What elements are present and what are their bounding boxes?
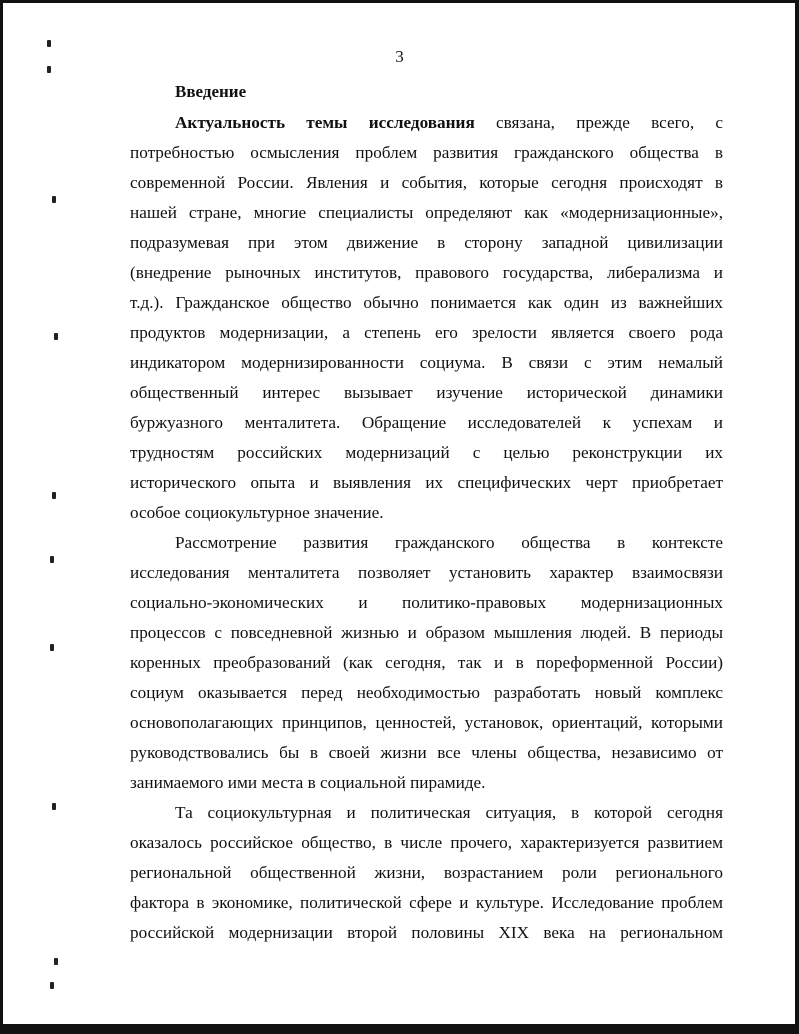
text-line: трудностям российских модернизаций с целью реконструкции их <box>130 443 723 462</box>
text-line: руководствовались бы в своей жизни все члены общества, независимо от <box>130 743 723 762</box>
text-line: (внедрение рыночных институтов, правового государства, либерализма и <box>130 263 723 282</box>
scan-mark <box>52 196 56 203</box>
text-line: фактора в экономике, политической сфере и культуре. Исследование проблем <box>130 893 723 912</box>
text-line: оказалось российское общество, в числе прочего, характеризуется развитием <box>130 833 723 852</box>
text-line: Актуальность темы исследования связана, прежде всего, с <box>175 113 723 132</box>
page-number: 3 <box>395 47 404 66</box>
text-line: Рассмотрение развития гражданского общества в контексте <box>175 533 723 552</box>
text-line: общественный интерес вызывает изучение исторической динамики <box>130 383 723 402</box>
scan-border-right <box>795 0 799 1034</box>
text-line: продуктов модернизации, а степень его зрелости является своего рода <box>130 323 723 342</box>
scan-mark <box>50 982 54 989</box>
scan-border-bottom <box>0 1024 799 1034</box>
scan-mark <box>54 333 58 340</box>
text-line: особое социокультурное значение. <box>130 503 384 522</box>
text-line: занимаемого ими места в социальной пирамиде. <box>130 773 486 792</box>
text-line: коренных преобразований (как сегодня, так и в пореформенной России) <box>130 653 723 672</box>
text-line: процессов с повседневной жизнью и образом мышления людей. В периоды <box>130 623 723 642</box>
text-line: потребностью осмысления проблем развития гражданского общества в <box>130 143 723 162</box>
scan-border-top <box>0 0 799 3</box>
text-line: нашей стране, многие специалисты определяют как «модернизационные», <box>130 203 723 222</box>
scan-mark <box>47 66 51 73</box>
scan-mark <box>52 803 56 810</box>
text-line: подразумевая при этом движение в сторону западной цивилизации <box>130 233 723 252</box>
scan-mark <box>50 556 54 563</box>
scan-mark <box>50 644 54 651</box>
text-line: российской модернизации второй половины XIX века на региональном <box>130 923 723 942</box>
text-line: основополагающих принципов, ценностей, установок, ориентаций, которыми <box>130 713 723 732</box>
text-line: исследования менталитета позволяет установить характер взаимосвязи <box>130 563 723 582</box>
text-line: т.д.). Гражданское общество обычно понимается как один из важнейших <box>130 293 723 312</box>
text-line: Та социокультурная и политическая ситуация, в которой сегодня <box>175 803 723 822</box>
section-heading: Введение <box>175 82 247 101</box>
text-line: индикатором модернизированности социума. В связи с этим немалый <box>130 353 723 372</box>
text-line: современной России. Явления и события, которые сегодня происходят в <box>130 173 723 192</box>
text-line: региональной общественной жизни, возрастанием роли регионального <box>130 863 723 882</box>
text-line: социально-экономических и политико-правовых модернизационных <box>130 593 723 612</box>
scan-mark <box>52 492 56 499</box>
text-line: исторического опыта и выявления их специфических черт приобретает <box>130 473 723 492</box>
text-line: социум оказывается перед необходимостью разработать новый комплекс <box>130 683 723 702</box>
text-line: буржуазного менталитета. Обращение исследователей к успехам и <box>130 413 723 432</box>
scan-border-left <box>0 0 3 1034</box>
scan-mark <box>47 40 51 47</box>
scan-mark <box>54 958 58 965</box>
emphasis: Актуальность темы исследования <box>175 113 475 132</box>
